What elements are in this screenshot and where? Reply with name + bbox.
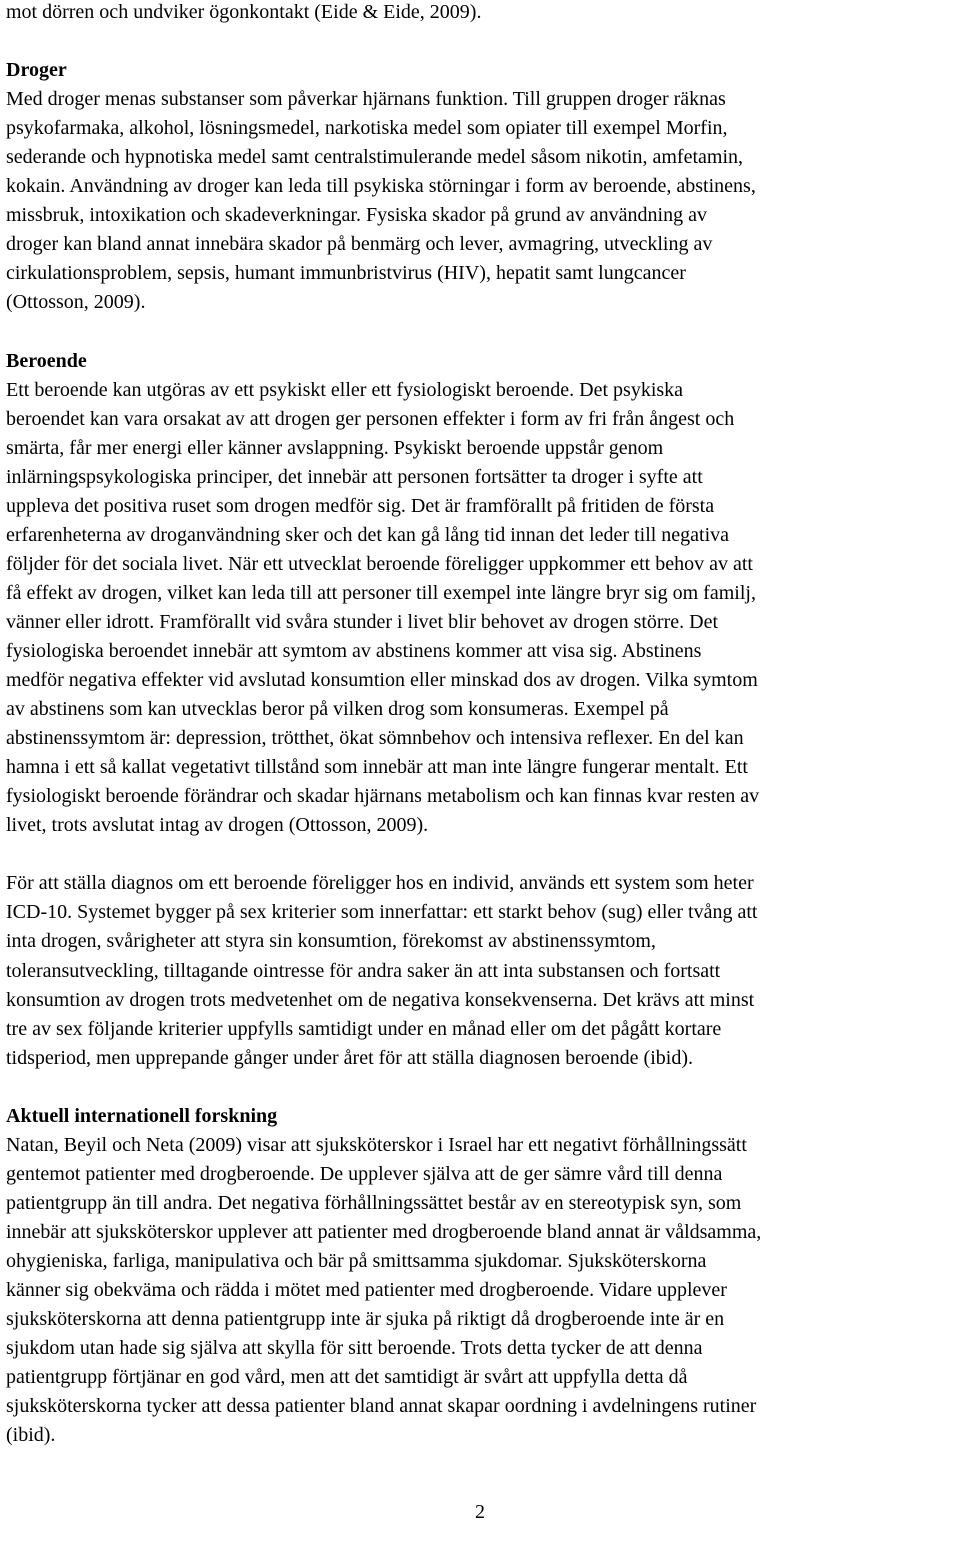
text-line: smärta, får mer energi eller känner avslappning. Psykiskt beroende uppstår genom (6, 436, 664, 459)
page-number: 2 (475, 1501, 485, 1523)
section-heading: Beroende (6, 349, 87, 372)
text-line: sjuksköterskorna att denna patientgrupp inte är sjuka på riktigt då drogberoende inte är en (6, 1308, 725, 1331)
text-line: droger kan bland annat innebära skador på benmärg och lever, avmagring, utveckling av (6, 233, 713, 256)
text-line: kokain. Användning av droger kan leda till psykiska störningar i form av beroende, abstinens, (6, 175, 756, 198)
text-line: få effekt av drogen, vilket kan leda till att personer till exempel inte längre bryr sig om familj, (6, 581, 756, 604)
text-line: cirkulationsproblem, sepsis, humant immunbristvirus (HIV), hepatit samt lungcancer (6, 262, 686, 285)
text-line: tidsperiod, men upprepande gånger under året för att ställa diagnosen beroende (ibid). (6, 1046, 693, 1069)
text-line: psykofarmaka, alkohol, lösningsmedel, narkotiska medel som opiater till exempel Morfin, (6, 117, 728, 140)
text-line: patientgrupp förtjänar en god vård, men att det samtidigt är svårt att uppfylla detta då (6, 1366, 688, 1389)
text-line: Med droger menas substanser som påverkar hjärnans funktion. Till gruppen droger räknas (6, 88, 726, 111)
text-line: sjuksköterskorna tycker att dessa patienter bland annat skapar oordning i avdelningens rutiner (6, 1395, 757, 1418)
text-line: mot dörren och undviker ögonkontakt (Eide & Eide, 2009). (6, 1, 482, 23)
text-line: beroendet kan vara orsakat av att drogen ger personen effekter i form av fri från ångest och (6, 407, 735, 430)
text-line: erfarenheterna av droganvändning sker och det kan gå lång tid innan det leder till negativa (6, 523, 730, 546)
text-line: abstinenssymtom är: depression, trötthet, ökat sömnbehov och intensiva reflexer. En del kan (6, 727, 744, 750)
text-line: (ibid). (6, 1424, 56, 1447)
text-line: gentemot patienter med drogberoende. De upplever själva att de ger sämre vård till denna (6, 1162, 723, 1185)
text-line: missbruk, intoxikation och skadeverkningar. Fysiska skador på grund av användning av (6, 204, 707, 227)
text-line: inlärningspsykologiska principer, det innebär att personen fortsätter ta droger i syfte att (6, 465, 703, 488)
text-line: medför negativa effekter vid avslutad konsumtion eller minskad dos av drogen. Vilka symtom (6, 669, 758, 692)
text-line: toleransutveckling, tilltagande ointresse för andra saker än att inta substansen och fortsatt (6, 959, 721, 982)
text-line: fysiologiska beroendet innebär att symtom av abstinens kommer att visa sig. Abstinens (6, 640, 702, 662)
text-line: känner sig obekväma och rädda i mötet med patienter med drogberoende. Vidare upplever (6, 1279, 727, 1301)
text-line: För att ställa diagnos om ett beroende föreligger hos en individ, används ett system som heter (6, 872, 754, 895)
text-line: Ett beroende kan utgöras av ett psykiskt eller ett fysiologiskt beroende. Det psykiska (6, 378, 684, 401)
text-line: inta drogen, svårigheter att styra sin konsumtion, förekomst av abstinenssymtom, (6, 930, 656, 953)
text-line: sjukdom utan hade sig själva att skylla för sitt beroende. Trots detta tycker de att denna (6, 1337, 703, 1360)
text-line: patientgrupp än till andra. Det negativa förhållningssättet består av en stereotypisk syn, som (6, 1191, 742, 1214)
text-line: ICD-10. Systemet bygger på sex kriterier som innerfattar: ett starkt behov (sug) eller tvång att (6, 901, 758, 924)
text-line: konsumtion av drogen trots medvetenhet om de negativa konsekvenserna. Det krävs att minst (6, 988, 755, 1011)
section-heading: Droger (6, 59, 67, 82)
text-line: fysiologiskt beroende förändrar och skadar hjärnans metabolism och kan finnas kvar resten av (6, 785, 760, 808)
text-line: sederande och hypnotiska medel samt centralstimulerande medel såsom nikotin, amfetamin, (6, 146, 744, 169)
text-line: livet, trots avslutat intag av drogen (Ottosson, 2009). (6, 814, 429, 837)
text-line: ohygieniska, farliga, manipulativa och bär på smittsamma sjukdomar. Sjuksköterskorna (6, 1249, 707, 1272)
text-line: innebär att sjuksköterskor upplever att patienter med drogberoende bland annat är våldsamma, (6, 1220, 762, 1243)
text-line: tre av sex följande kriterier uppfylls samtidigt under en månad eller om det pågått kortare (6, 1017, 722, 1040)
text-line: följder för det sociala livet. När ett utvecklat beroende föreligger uppkommer ett behov av att (6, 552, 753, 575)
text-line: (Ottosson, 2009). (6, 291, 146, 314)
text-line: hamna i ett så kallat vegetativt tillstånd som innebär att man inte längre fungerar mentalt. Ett (6, 756, 748, 779)
text-line: vänner eller idrott. Framförallt vid svåra stunder i livet blir behovet av drogen större. Det (6, 610, 719, 633)
text-line: uppleva det positiva ruset som drogen medför sig. Det är framförallt på fritiden de första (6, 494, 715, 517)
text-line: av abstinens som kan utvecklas beror på vilken drog som konsumeras. Exempel på (6, 698, 669, 721)
text-line: Natan, Beyil och Neta (2009) visar att sjuksköterskor i Israel har ett negativt förhållningssätt (6, 1133, 747, 1156)
section-heading: Aktuell internationell forskning (6, 1104, 278, 1127)
